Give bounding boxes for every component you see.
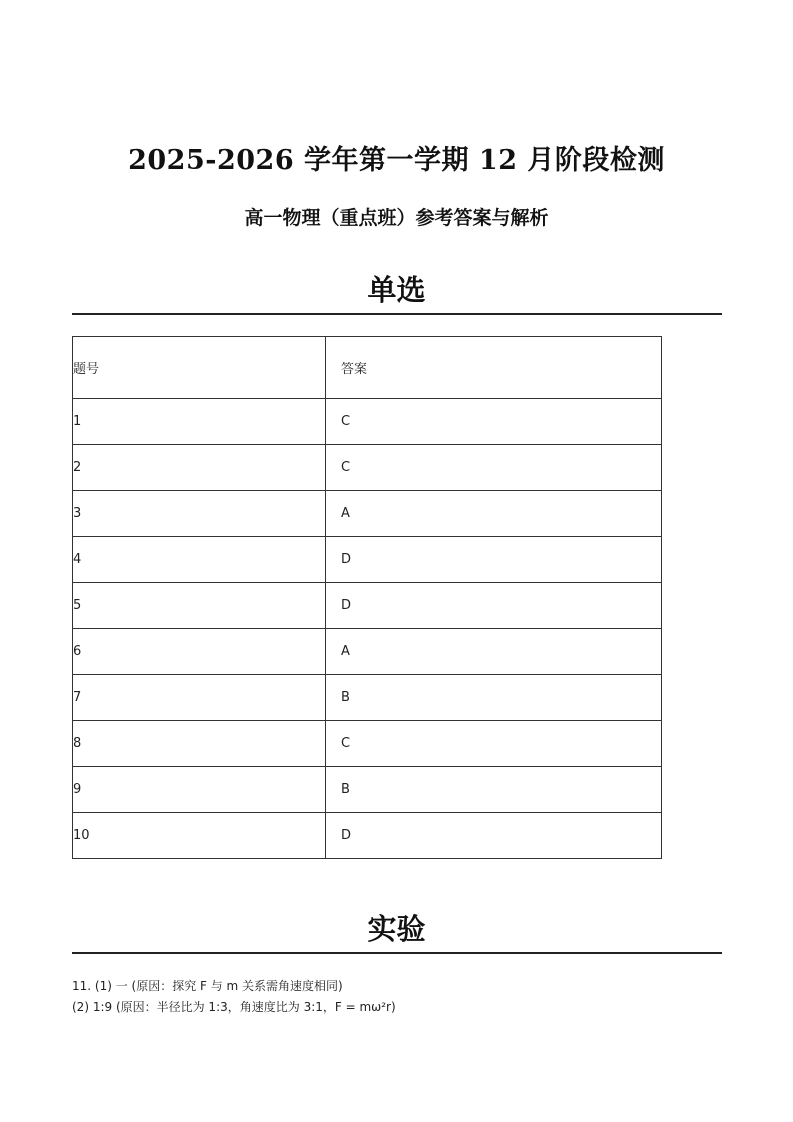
question-number-cell: 9 <box>73 767 326 813</box>
answer-cell: B <box>326 767 662 813</box>
question-number-cell: 4 <box>73 537 326 583</box>
table-row <box>73 629 662 675</box>
answer-cell: D <box>326 537 662 583</box>
experiment-answer-line: (2) 1:9 (原因：半径比为 1:3，角速度比为 3:1，F = mω²r) <box>72 1000 396 1014</box>
table-row <box>73 675 662 721</box>
question-number-cell: 5 <box>73 583 326 629</box>
table-row <box>73 537 662 583</box>
experiment-answer-line: 11. (1) 一 (原因：探究 F 与 m 关系需角速度相同) <box>72 979 343 993</box>
question-number-cell: 1 <box>73 399 326 445</box>
answer-table <box>72 336 662 859</box>
column-header-question-number: 题号 <box>73 337 326 399</box>
table-row <box>73 583 662 629</box>
answer-cell: B <box>326 675 662 721</box>
question-number-cell: 6 <box>73 629 326 675</box>
answer-cell: C <box>326 721 662 767</box>
page-subtitle: 高一物理（重点班）参考答案与解析 <box>244 207 549 229</box>
page-title: 2025-2026 学年第一学期 12 月阶段检测 <box>128 145 665 176</box>
question-number-cell: 7 <box>73 675 326 721</box>
question-number-cell: 3 <box>73 491 326 537</box>
answer-cell: A <box>326 491 662 537</box>
section-divider <box>72 952 722 954</box>
table-row <box>73 721 662 767</box>
question-number-cell: 10 <box>73 813 326 859</box>
question-number-cell: 2 <box>73 445 326 491</box>
answer-cell: C <box>326 399 662 445</box>
table-row <box>73 491 662 537</box>
answer-cell: D <box>326 583 662 629</box>
question-number-cell: 8 <box>73 721 326 767</box>
table-header-row <box>73 337 662 399</box>
answer-cell: A <box>326 629 662 675</box>
table-row <box>73 399 662 445</box>
table-row <box>73 813 662 859</box>
section-divider <box>72 313 722 315</box>
answer-cell: C <box>326 445 662 491</box>
section-heading-single-choice: 单选 <box>367 273 426 307</box>
table-row <box>73 445 662 491</box>
table-row <box>73 767 662 813</box>
section-heading-experiment: 实验 <box>367 912 426 946</box>
answer-cell: D <box>326 813 662 859</box>
column-header-answer: 答案 <box>326 337 662 399</box>
